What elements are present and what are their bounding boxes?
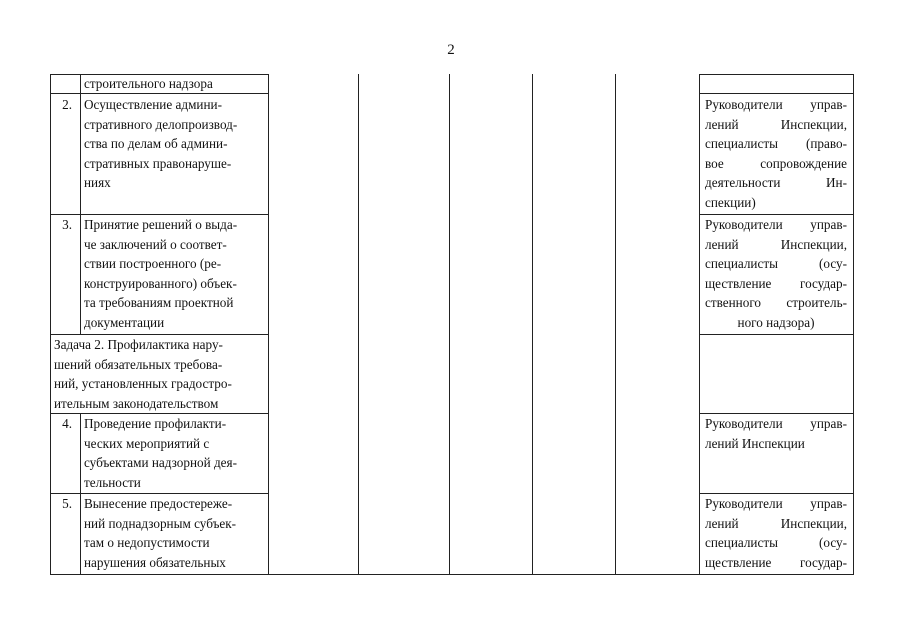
responsible-cell: Руководители управ- лений Инспекции, специалисты (осу- ществление государ- ственного строитель- ного надзора) bbox=[705, 217, 847, 330]
table-divider bbox=[615, 74, 616, 574]
page-number: 2 bbox=[447, 42, 455, 58]
responsible-cell: Руководители управ- лений Инспекции bbox=[705, 416, 847, 451]
row-number: 4. bbox=[62, 416, 72, 431]
responsible-cell: Руководители управ- лений Инспекции, специалисты (право- вое сопровождение деятельности Ин- спекции) bbox=[705, 97, 847, 210]
table-divider bbox=[268, 74, 269, 574]
table-divider-num bbox=[80, 74, 81, 334]
row-number: 5. bbox=[62, 496, 72, 511]
table-divider bbox=[449, 74, 450, 574]
table-cell-text: строительного надзора bbox=[84, 76, 213, 91]
task-heading: Задача 2. Профилактика нару- шений обязательных требова- ний, установленных градостро- ительным законодательством bbox=[54, 337, 232, 411]
table-cell-text: Вынесение предостереже- ний поднадзорным субъек- там о недопустимости нарушения обязательных bbox=[84, 496, 237, 570]
table-cell-text: Осуществление админи- стративного делопроизвод- ства по делам об админи- стративных правонаруше- ниях bbox=[84, 97, 238, 191]
table-divider bbox=[358, 74, 359, 574]
table-border-left bbox=[50, 74, 51, 574]
table-divider bbox=[699, 74, 700, 574]
row-number: 3. bbox=[62, 217, 72, 232]
table-row-border bbox=[699, 74, 854, 75]
table-row-border bbox=[699, 93, 854, 94]
table-divider bbox=[532, 74, 533, 574]
table-border-right bbox=[853, 74, 854, 574]
table-cell-text: Принятие решений о выда- че заключений о соответ- ствии построенного (ре- конструированного) объек- та требованиям проектной документации bbox=[84, 217, 238, 330]
table-bottom-border bbox=[50, 574, 854, 575]
responsible-cell: Руководители управ- лений Инспекции, специалисты (осу- ществление государ- bbox=[705, 496, 847, 570]
row-number: 2. bbox=[62, 97, 72, 112]
table-cell-text: Проведение профилакти- ческих мероприятий с субъектами надзорной дея- тельности bbox=[84, 416, 237, 490]
table-row-border bbox=[699, 334, 854, 335]
